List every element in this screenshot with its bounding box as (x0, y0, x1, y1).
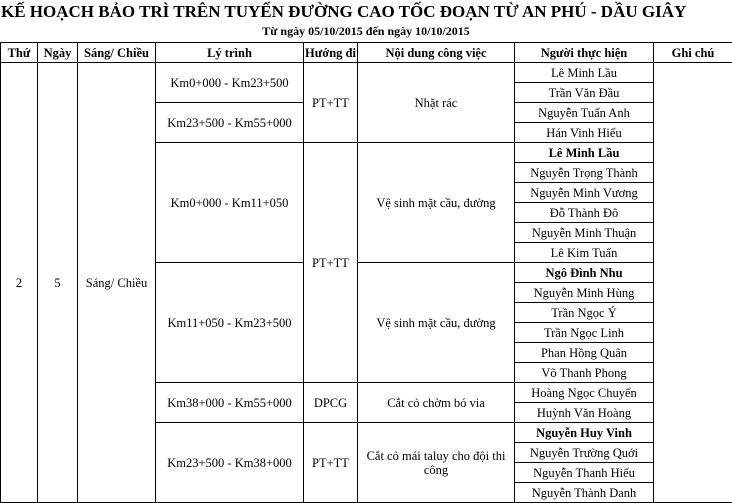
table-row (1, 63, 732, 83)
cell-noi-dung: Vệ sinh mặt cầu, đường (358, 143, 515, 263)
cell-huong-di: PT+TT (304, 143, 358, 383)
cell-nguoi: Hoàng Ngọc Chuyển (515, 383, 654, 403)
cell-huong-di: PT+TT (304, 423, 358, 503)
cell-nguoi: Nguyễn Tuấn Anh (515, 103, 654, 123)
cell-ghi-chu (654, 63, 732, 503)
cell-noi-dung: Nhặt rác (358, 63, 515, 143)
cell-nguoi: Ngô Đình Nhu (515, 263, 654, 283)
cell-noi-dung: Cắt cỏ chờm bó via (358, 383, 515, 423)
cell-nguoi: Nguyễn Huy Vinh (515, 423, 654, 443)
cell-nguoi: Trần Ngọc Ý (515, 303, 654, 323)
cell-nguoi: Nguyễn Minh Vương (515, 183, 654, 203)
header-ngay: Ngày (38, 43, 78, 63)
header-ghi-chu: Ghi chú (654, 43, 732, 63)
header-noi-dung: Nội dung công việc (358, 43, 515, 63)
cell-nguoi: Trần Văn Đầu (515, 83, 654, 103)
header-thu: Thứ (1, 43, 38, 63)
cell-nguoi: Nguyễn Minh Hùng (515, 283, 654, 303)
header-ly-trinh: Lý trình (156, 43, 304, 63)
cell-nguoi: Lê Minh Lầu (515, 63, 654, 83)
cell-noi-dung: Vệ sinh mặt cầu, đường (358, 263, 515, 383)
cell-ly-trinh: Km38+000 - Km55+000 (156, 383, 304, 423)
cell-huong-di: DPCG (304, 383, 358, 423)
cell-nguoi: Trần Ngọc Linh (515, 323, 654, 343)
cell-noi-dung: Cắt cỏ mái taluy cho đội thi công (358, 423, 515, 503)
cell-ly-trinh: Km23+500 - Km55+000 (156, 103, 304, 143)
cell-ly-trinh: Km0+000 - Km23+500 (156, 63, 304, 103)
cell-thu: 2 (1, 63, 38, 503)
cell-nguoi: Đỗ Thành Đô (515, 203, 654, 223)
cell-nguoi: Võ Thanh Phong (515, 363, 654, 383)
cell-nguoi: Nguyễn Minh Thuận (515, 223, 654, 243)
header-buoi: Sáng/ Chiều (78, 43, 156, 63)
cell-ngay: 5 (38, 63, 78, 503)
cell-buoi: Sáng/ Chiều (78, 63, 156, 503)
cell-ly-trinh: Km11+050 - Km23+500 (156, 263, 304, 383)
cell-ly-trinh: Km23+500 - Km38+000 (156, 423, 304, 503)
date-range: Từ ngày 05/10/2015 đến ngày 10/10/2015 (262, 24, 470, 38)
cell-nguoi: Lê Minh Lầu (515, 143, 654, 163)
cell-nguoi: Lê Kim Tuấn (515, 243, 654, 263)
cell-nguoi: Phan Hồng Quân (515, 343, 654, 363)
header-nguoi-thuc-hien: Người thực hiện (515, 43, 654, 63)
cell-nguoi: Hán Vinh Hiếu (515, 123, 654, 143)
cell-huong-di: PT+TT (304, 63, 358, 143)
cell-ly-trinh: Km0+000 - Km11+050 (156, 143, 304, 263)
cell-nguoi: Nguyễn Thanh Hiếu (515, 463, 654, 483)
cell-nguoi: Nguyễn Thành Danh (515, 483, 654, 503)
header-row (1, 43, 732, 63)
cell-nguoi: Nguyễn Trường Quới (515, 443, 654, 463)
header-huong-di: Hướng đi (304, 43, 358, 63)
cell-nguoi: Huỳnh Văn Hoàng (515, 403, 654, 423)
document-title: KẾ HOẠCH BẢO TRÌ TRÊN TUYẾN ĐƯỜNG CAO TỐC ĐOẠN TỪ AN PHÚ - DẦU GIÂY (1, 2, 687, 21)
schedule-table (0, 42, 732, 503)
cell-nguoi: Nguyễn Trọng Thành (515, 163, 654, 183)
